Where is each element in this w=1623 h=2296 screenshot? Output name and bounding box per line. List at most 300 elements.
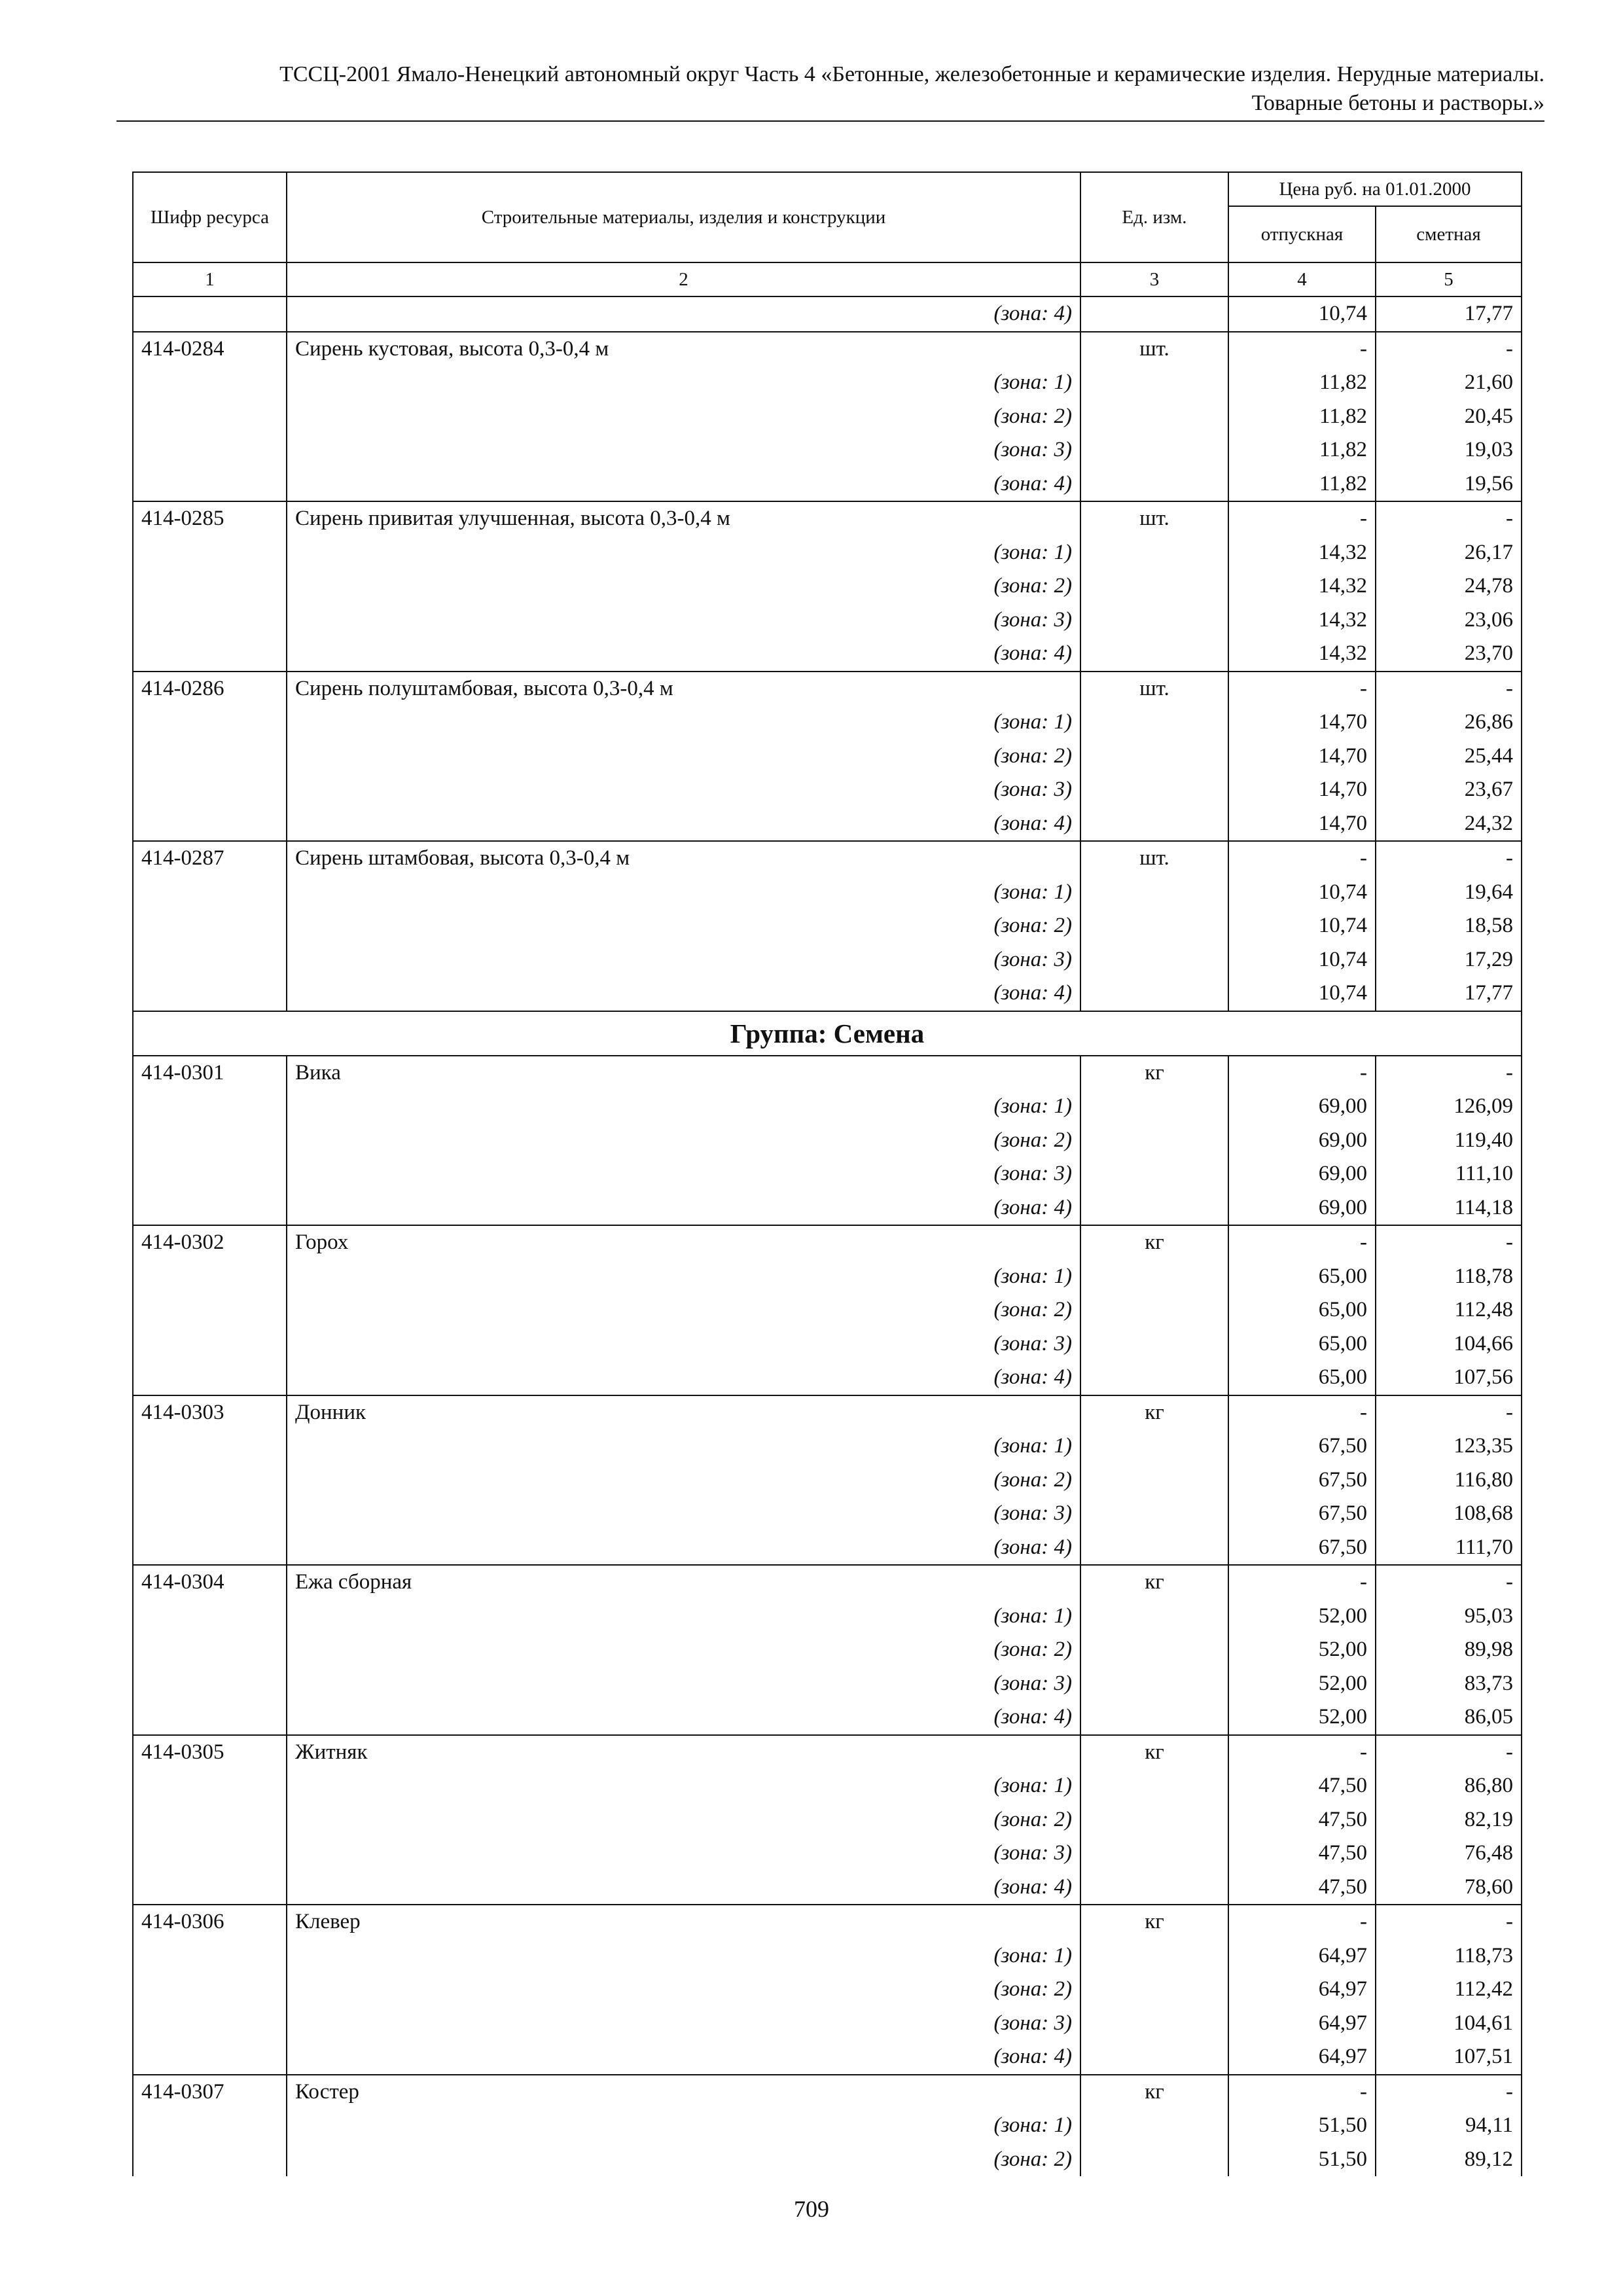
zone-row	[133, 977, 1522, 1011]
release-price: 67,50	[1228, 1497, 1376, 1531]
release-price: -	[1228, 1565, 1376, 1600]
zone-unit-cell	[1080, 977, 1228, 1011]
resource-row	[133, 841, 1522, 876]
release-price: 10,74	[1228, 876, 1376, 910]
resource-name: Сирень штамбовая, высота 0,3-0,4 м	[287, 841, 1080, 876]
header-line-1: ТССЦ-2001 Ямало-Ненецкий автономный округ Часть 4 «Бетонные, железобетонные и керамические изделия. Нерудные материалы.	[279, 62, 1544, 86]
zone-label: (зона: 2)	[993, 1298, 1072, 1321]
release-price: 65,00	[1228, 1327, 1376, 1361]
resource-name: Вика	[287, 1056, 1080, 1090]
estimate-price: -	[1376, 672, 1522, 706]
zone-code-cell	[133, 366, 287, 400]
zone-row	[133, 943, 1522, 977]
zone-name-cell	[287, 1293, 1080, 1327]
zone-row	[133, 909, 1522, 943]
estimate-price: -	[1376, 1735, 1522, 1770]
estimate-price: 107,51	[1376, 2040, 1522, 2075]
estimate-price: 23,67	[1376, 773, 1522, 807]
zone-name-cell	[287, 1497, 1080, 1531]
zone-unit-cell	[1080, 467, 1228, 502]
estimate-price: 86,05	[1376, 1700, 1522, 1735]
zone-label: (зона: 2)	[993, 1128, 1072, 1152]
zone-code-cell	[133, 1939, 287, 1973]
zone-code-cell	[133, 2143, 287, 2177]
zone-code-cell	[133, 2040, 287, 2075]
estimate-price: -	[1376, 501, 1522, 536]
zone-label: (зона: 1)	[993, 540, 1072, 564]
zone-name-cell	[287, 876, 1080, 910]
zone-name-cell	[287, 1124, 1080, 1158]
zone-label: (зона: 3)	[993, 1501, 1072, 1525]
release-price: 14,32	[1228, 569, 1376, 603]
zone-name-cell	[287, 1463, 1080, 1498]
release-price: 69,00	[1228, 1124, 1376, 1158]
release-price: 10,74	[1228, 909, 1376, 943]
zone-code-cell	[133, 1293, 287, 1327]
resource-row	[133, 501, 1522, 536]
zone-unit-cell	[1080, 1327, 1228, 1361]
zone-name-cell	[287, 366, 1080, 400]
estimate-price: 23,06	[1376, 603, 1522, 637]
zone-code-cell	[133, 807, 287, 842]
col-header-name: Строительные материалы, изделия и конструкции	[287, 172, 1080, 262]
group-heading: Группа: Семена	[133, 1011, 1522, 1056]
zone-label: (зона: 1)	[993, 1264, 1072, 1288]
zone-label: (зона: 1)	[993, 370, 1072, 394]
release-price: 67,50	[1228, 1463, 1376, 1498]
header-line-2: Товарные бетоны и растворы.»	[1251, 91, 1544, 115]
release-price: 64,97	[1228, 1939, 1376, 1973]
zone-label: (зона: 1)	[993, 1094, 1072, 1118]
zone-code-cell	[133, 1633, 287, 1667]
zone-name-cell	[287, 807, 1080, 842]
release-price: 64,97	[1228, 1973, 1376, 2007]
zone-name-cell	[287, 909, 1080, 943]
zone-row	[133, 2040, 1522, 2075]
zone-unit-cell	[1080, 1463, 1228, 1498]
release-price: 14,32	[1228, 637, 1376, 672]
resource-unit: кг	[1080, 1565, 1228, 1600]
zone-unit-cell	[1080, 706, 1228, 740]
zone-unit-cell	[1080, 2007, 1228, 2041]
estimate-price: -	[1376, 332, 1522, 367]
zone-unit-cell	[1080, 1700, 1228, 1735]
zone-row	[133, 400, 1522, 434]
zone-unit-cell	[1080, 637, 1228, 672]
estimate-price: -	[1376, 2075, 1522, 2109]
zone-row	[133, 1871, 1522, 1905]
estimate-price: 119,40	[1376, 1124, 1522, 1158]
estimate-price: 21,60	[1376, 366, 1522, 400]
zone-unit-cell	[1080, 1837, 1228, 1871]
zone-code-cell	[133, 1429, 287, 1463]
resource-code: 414-0287	[133, 841, 287, 876]
zone-row	[133, 1633, 1522, 1667]
resource-code: 414-0303	[133, 1395, 287, 1430]
zone-name-cell	[287, 1157, 1080, 1191]
zone-row	[133, 1700, 1522, 1735]
zone-name-cell	[287, 1803, 1080, 1837]
zone-label: (зона: 2)	[993, 1977, 1072, 2001]
col-number-3: 3	[1080, 262, 1228, 296]
col-number-2: 2	[287, 262, 1080, 296]
zone-row	[133, 1497, 1522, 1531]
zone-label: (зона: 4)	[993, 811, 1072, 835]
zone-unit-cell	[1080, 1090, 1228, 1124]
resource-name: Донник	[287, 1395, 1080, 1430]
zone-row	[133, 1531, 1522, 1566]
release-price: 52,00	[1228, 1633, 1376, 1667]
release-price: -	[1228, 1395, 1376, 1430]
zone-name-cell	[287, 1191, 1080, 1226]
zone-name-cell	[287, 433, 1080, 467]
estimate-price: 108,68	[1376, 1497, 1522, 1531]
zone-unit-cell	[1080, 1124, 1228, 1158]
zone-unit-cell	[1080, 1600, 1228, 1634]
zone-unit-cell	[1080, 536, 1228, 570]
resource-unit: шт.	[1080, 501, 1228, 536]
resource-code: 414-0301	[133, 1056, 287, 1090]
zone-name-cell	[287, 637, 1080, 672]
zone-label: (зона: 4)	[993, 641, 1072, 665]
zone-code-cell	[133, 1361, 287, 1395]
estimate-price: 118,73	[1376, 1939, 1522, 1973]
zone-row	[133, 433, 1522, 467]
resource-unit: кг	[1080, 1735, 1228, 1770]
estimate-price: -	[1376, 1905, 1522, 1939]
zone-unit-cell	[1080, 1871, 1228, 1905]
zone-label: (зона: 4)	[993, 1874, 1072, 1899]
zone-row	[133, 1361, 1522, 1395]
zone-label: (зона: 4)	[993, 471, 1072, 495]
estimate-price: 24,32	[1376, 807, 1522, 842]
zone-code-cell	[133, 1803, 287, 1837]
zone-code-cell	[133, 433, 287, 467]
resource-unit: кг	[1080, 1225, 1228, 1260]
release-price: 51,50	[1228, 2109, 1376, 2143]
estimate-price: 116,80	[1376, 1463, 1522, 1498]
page-number: 709	[794, 2196, 829, 2222]
resource-name: Сирень привитая улучшенная, высота 0,3-0,4 м	[287, 501, 1080, 536]
release-price: 52,00	[1228, 1667, 1376, 1701]
zone-unit-cell	[1080, 1939, 1228, 1973]
header-rule	[116, 120, 1544, 122]
zone-label: (зона: 3)	[993, 1162, 1072, 1185]
release-price: 64,97	[1228, 2007, 1376, 2041]
zone-row	[133, 536, 1522, 570]
zone-label: (зона: 4)	[993, 1365, 1072, 1389]
zone-code-cell	[133, 876, 287, 910]
zone-code-cell	[133, 400, 287, 434]
estimate-price: 114,18	[1376, 1191, 1522, 1226]
resource-row	[133, 2075, 1522, 2109]
zone-name-cell	[287, 1769, 1080, 1803]
zone-row	[133, 1803, 1522, 1837]
zone-label: (зона: 4)	[993, 302, 1072, 325]
zone-name-cell	[287, 1700, 1080, 1735]
zone-label: (зона: 4)	[993, 1535, 1072, 1559]
zone-row	[133, 603, 1522, 637]
zone-unit-cell	[1080, 2109, 1228, 2143]
release-price: -	[1228, 1225, 1376, 1260]
zone-code-cell	[133, 740, 287, 774]
zone-code-cell	[133, 467, 287, 502]
zone-label: (зона: 1)	[993, 1604, 1072, 1628]
zone-row	[133, 1837, 1522, 1871]
zone-unit-cell	[1080, 1531, 1228, 1566]
zone-code-cell	[133, 1260, 287, 1294]
estimate-price: 19,64	[1376, 876, 1522, 910]
estimate-price: 94,11	[1376, 2109, 1522, 2143]
release-price: 51,50	[1228, 2143, 1376, 2177]
resource-row	[133, 1565, 1522, 1600]
zone-name-cell	[287, 2109, 1080, 2143]
zone-code-cell	[133, 1769, 287, 1803]
release-price: 11,82	[1228, 467, 1376, 502]
estimate-price: -	[1376, 1565, 1522, 1600]
resource-row	[133, 1056, 1522, 1090]
zone-unit-cell	[1080, 433, 1228, 467]
zone-code-cell	[133, 1600, 287, 1634]
resource-code: 414-0286	[133, 672, 287, 706]
estimate-price: 111,70	[1376, 1531, 1522, 1566]
zone-row	[133, 1191, 1522, 1226]
zone-row	[133, 467, 1522, 502]
resource-code: 414-0305	[133, 1735, 287, 1770]
estimate-price: 126,09	[1376, 1090, 1522, 1124]
zone-label: (зона: 3)	[993, 607, 1072, 632]
release-price: 14,32	[1228, 603, 1376, 637]
carryover-row	[133, 296, 1522, 332]
zone-code-cell	[133, 1463, 287, 1498]
zone-name-cell	[287, 603, 1080, 637]
release-price: 65,00	[1228, 1260, 1376, 1294]
zone-unit-cell	[1080, 1157, 1228, 1191]
resource-name: Сирень полуштамбовая, высота 0,3-0,4 м	[287, 672, 1080, 706]
zone-name-cell	[287, 400, 1080, 434]
estimate-price: 111,10	[1376, 1157, 1522, 1191]
carryover-name	[287, 296, 1080, 332]
estimate-price: 26,86	[1376, 706, 1522, 740]
zone-unit-cell	[1080, 1497, 1228, 1531]
estimate-price: 25,44	[1376, 740, 1522, 774]
col-header-unit: Ед. изм.	[1080, 172, 1228, 262]
zone-unit-cell	[1080, 740, 1228, 774]
estimate-price: -	[1376, 841, 1522, 876]
zone-name-cell	[287, 1531, 1080, 1566]
zone-label: (зона: 1)	[993, 1943, 1072, 1967]
resource-unit: шт.	[1080, 332, 1228, 367]
release-price: 47,50	[1228, 1803, 1376, 1837]
table-body	[133, 296, 1522, 2176]
resource-row	[133, 332, 1522, 367]
col-number-1: 1	[133, 262, 287, 296]
zone-label: (зона: 2)	[993, 1467, 1072, 1492]
resource-name: Сирень кустовая, высота 0,3-0,4 м	[287, 332, 1080, 367]
zone-code-cell	[133, 1973, 287, 2007]
resource-row	[133, 672, 1522, 706]
estimate-price: 89,98	[1376, 1633, 1522, 1667]
resource-row	[133, 1735, 1522, 1770]
zone-label: (зона: 3)	[993, 778, 1072, 801]
zone-code-cell	[133, 2007, 287, 2041]
release-price: -	[1228, 1735, 1376, 1770]
zone-name-cell	[287, 943, 1080, 977]
release-price: 14,70	[1228, 706, 1376, 740]
estimate-price: 76,48	[1376, 1837, 1522, 1871]
zone-row	[133, 740, 1522, 774]
zone-label: (зона: 3)	[993, 2011, 1072, 2035]
zone-name-cell	[287, 1429, 1080, 1463]
zone-name-cell	[287, 1973, 1080, 2007]
release-price: -	[1228, 2075, 1376, 2109]
zone-code-cell	[133, 1191, 287, 1226]
zone-label: (зона: 2)	[993, 404, 1072, 428]
zone-name-cell	[287, 1600, 1080, 1634]
zone-label: (зона: 1)	[993, 2113, 1072, 2137]
resource-name: Житняк	[287, 1735, 1080, 1770]
zone-name-cell	[287, 740, 1080, 774]
zone-label: (зона: 2)	[993, 2147, 1072, 2171]
estimate-price: 118,78	[1376, 1260, 1522, 1294]
zone-code-cell	[133, 1667, 287, 1701]
zone-label: (зона: 4)	[993, 1195, 1072, 1219]
zone-unit-cell	[1080, 807, 1228, 842]
release-price: 14,70	[1228, 773, 1376, 807]
zone-name-cell	[287, 569, 1080, 603]
release-price: 65,00	[1228, 1293, 1376, 1327]
col-header-estimate-price: сметная	[1376, 206, 1522, 262]
zone-row	[133, 1260, 1522, 1294]
zone-row	[133, 706, 1522, 740]
zone-name-cell	[287, 467, 1080, 502]
release-price: 11,82	[1228, 433, 1376, 467]
zone-row	[133, 2143, 1522, 2177]
zone-unit-cell	[1080, 1260, 1228, 1294]
zone-name-cell	[287, 1871, 1080, 1905]
estimate-price: 20,45	[1376, 400, 1522, 434]
zone-code-cell	[133, 1837, 287, 1871]
zone-label: (зона: 2)	[993, 1807, 1072, 1831]
resource-name: Горох	[287, 1225, 1080, 1260]
zone-code-cell	[133, 977, 287, 1011]
estimate-price: 86,80	[1376, 1769, 1522, 1803]
resource-unit: кг	[1080, 1905, 1228, 1939]
release-price: 14,32	[1228, 536, 1376, 570]
estimate-price: 19,03	[1376, 433, 1522, 467]
zone-code-cell	[133, 909, 287, 943]
zone-row	[133, 637, 1522, 672]
zone-label: (зона: 3)	[993, 1671, 1072, 1695]
release-price: 10,74	[1228, 977, 1376, 1011]
estimate-price: 112,48	[1376, 1293, 1522, 1327]
zone-row	[133, 1600, 1522, 1634]
zone-name-cell	[287, 706, 1080, 740]
zone-label: (зона: 3)	[993, 1331, 1072, 1355]
zone-unit-cell	[1080, 1769, 1228, 1803]
zone-unit-cell	[1080, 943, 1228, 977]
zone-name-cell	[287, 1327, 1080, 1361]
zone-label: (зона: 1)	[993, 1774, 1072, 1797]
zone-code-cell	[133, 1871, 287, 1905]
group-heading-row	[133, 1011, 1522, 1056]
zone-name-cell	[287, 1939, 1080, 1973]
zone-code-cell	[133, 569, 287, 603]
resource-unit: кг	[1080, 1395, 1228, 1430]
zone-unit-cell	[1080, 2040, 1228, 2075]
resource-name: Костер	[287, 2075, 1080, 2109]
zone-unit-cell	[1080, 773, 1228, 807]
zone-label: (зона: 4)	[993, 2045, 1072, 2068]
zone-unit-cell	[1080, 400, 1228, 434]
zone-label: (зона: 2)	[993, 1638, 1072, 1661]
zone-name-cell	[287, 977, 1080, 1011]
release-price: 47,50	[1228, 1837, 1376, 1871]
zone-row	[133, 569, 1522, 603]
zone-unit-cell	[1080, 1361, 1228, 1395]
resource-code: 414-0307	[133, 2075, 287, 2109]
release-price: -	[1228, 841, 1376, 876]
zone-label: (зона: 1)	[993, 880, 1072, 904]
release-price: -	[1228, 332, 1376, 367]
release-price: -	[1228, 1905, 1376, 1939]
release-price: 11,82	[1228, 400, 1376, 434]
estimate-price: 17,77	[1376, 977, 1522, 1011]
release-price: 11,82	[1228, 366, 1376, 400]
estimate-price: 19,56	[1376, 467, 1522, 502]
resource-code: 414-0302	[133, 1225, 287, 1260]
zone-unit-cell	[1080, 876, 1228, 910]
zone-unit-cell	[1080, 1973, 1228, 2007]
zone-row	[133, 1939, 1522, 1973]
zone-row	[133, 2007, 1522, 2041]
zone-unit-cell	[1080, 603, 1228, 637]
page-header	[116, 60, 1544, 118]
resource-unit: шт.	[1080, 672, 1228, 706]
zone-code-cell	[133, 637, 287, 672]
estimate-price: -	[1376, 1225, 1522, 1260]
estimate-price: 123,35	[1376, 1429, 1522, 1463]
release-price: 10,74	[1228, 943, 1376, 977]
zone-label: (зона: 2)	[993, 914, 1072, 937]
resource-row	[133, 1905, 1522, 1939]
col-number-5: 5	[1376, 262, 1522, 296]
estimate-price: 104,61	[1376, 2007, 1522, 2041]
zone-unit-cell	[1080, 1633, 1228, 1667]
release-price: 69,00	[1228, 1090, 1376, 1124]
resource-unit: кг	[1080, 1056, 1228, 1090]
estimate-price: 18,58	[1376, 909, 1522, 943]
resource-row	[133, 1225, 1522, 1260]
release-price: -	[1228, 501, 1376, 536]
estimate-price: 95,03	[1376, 1600, 1522, 1634]
estimate-price: 104,66	[1376, 1327, 1522, 1361]
col-number-4: 4	[1228, 262, 1376, 296]
zone-row	[133, 1327, 1522, 1361]
estimate-price: 17,77	[1376, 296, 1522, 332]
zone-name-cell	[287, 1633, 1080, 1667]
zone-label: (зона: 3)	[993, 947, 1072, 971]
resource-code: 414-0284	[133, 332, 287, 367]
zone-row	[133, 1973, 1522, 2007]
zone-unit-cell	[1080, 1293, 1228, 1327]
zone-label: (зона: 1)	[993, 710, 1072, 734]
table-header	[133, 172, 1522, 296]
zone-label: (зона: 2)	[993, 744, 1072, 768]
resource-code: 414-0306	[133, 1905, 287, 1939]
estimate-price: 82,19	[1376, 1803, 1522, 1837]
release-price: 14,70	[1228, 807, 1376, 842]
